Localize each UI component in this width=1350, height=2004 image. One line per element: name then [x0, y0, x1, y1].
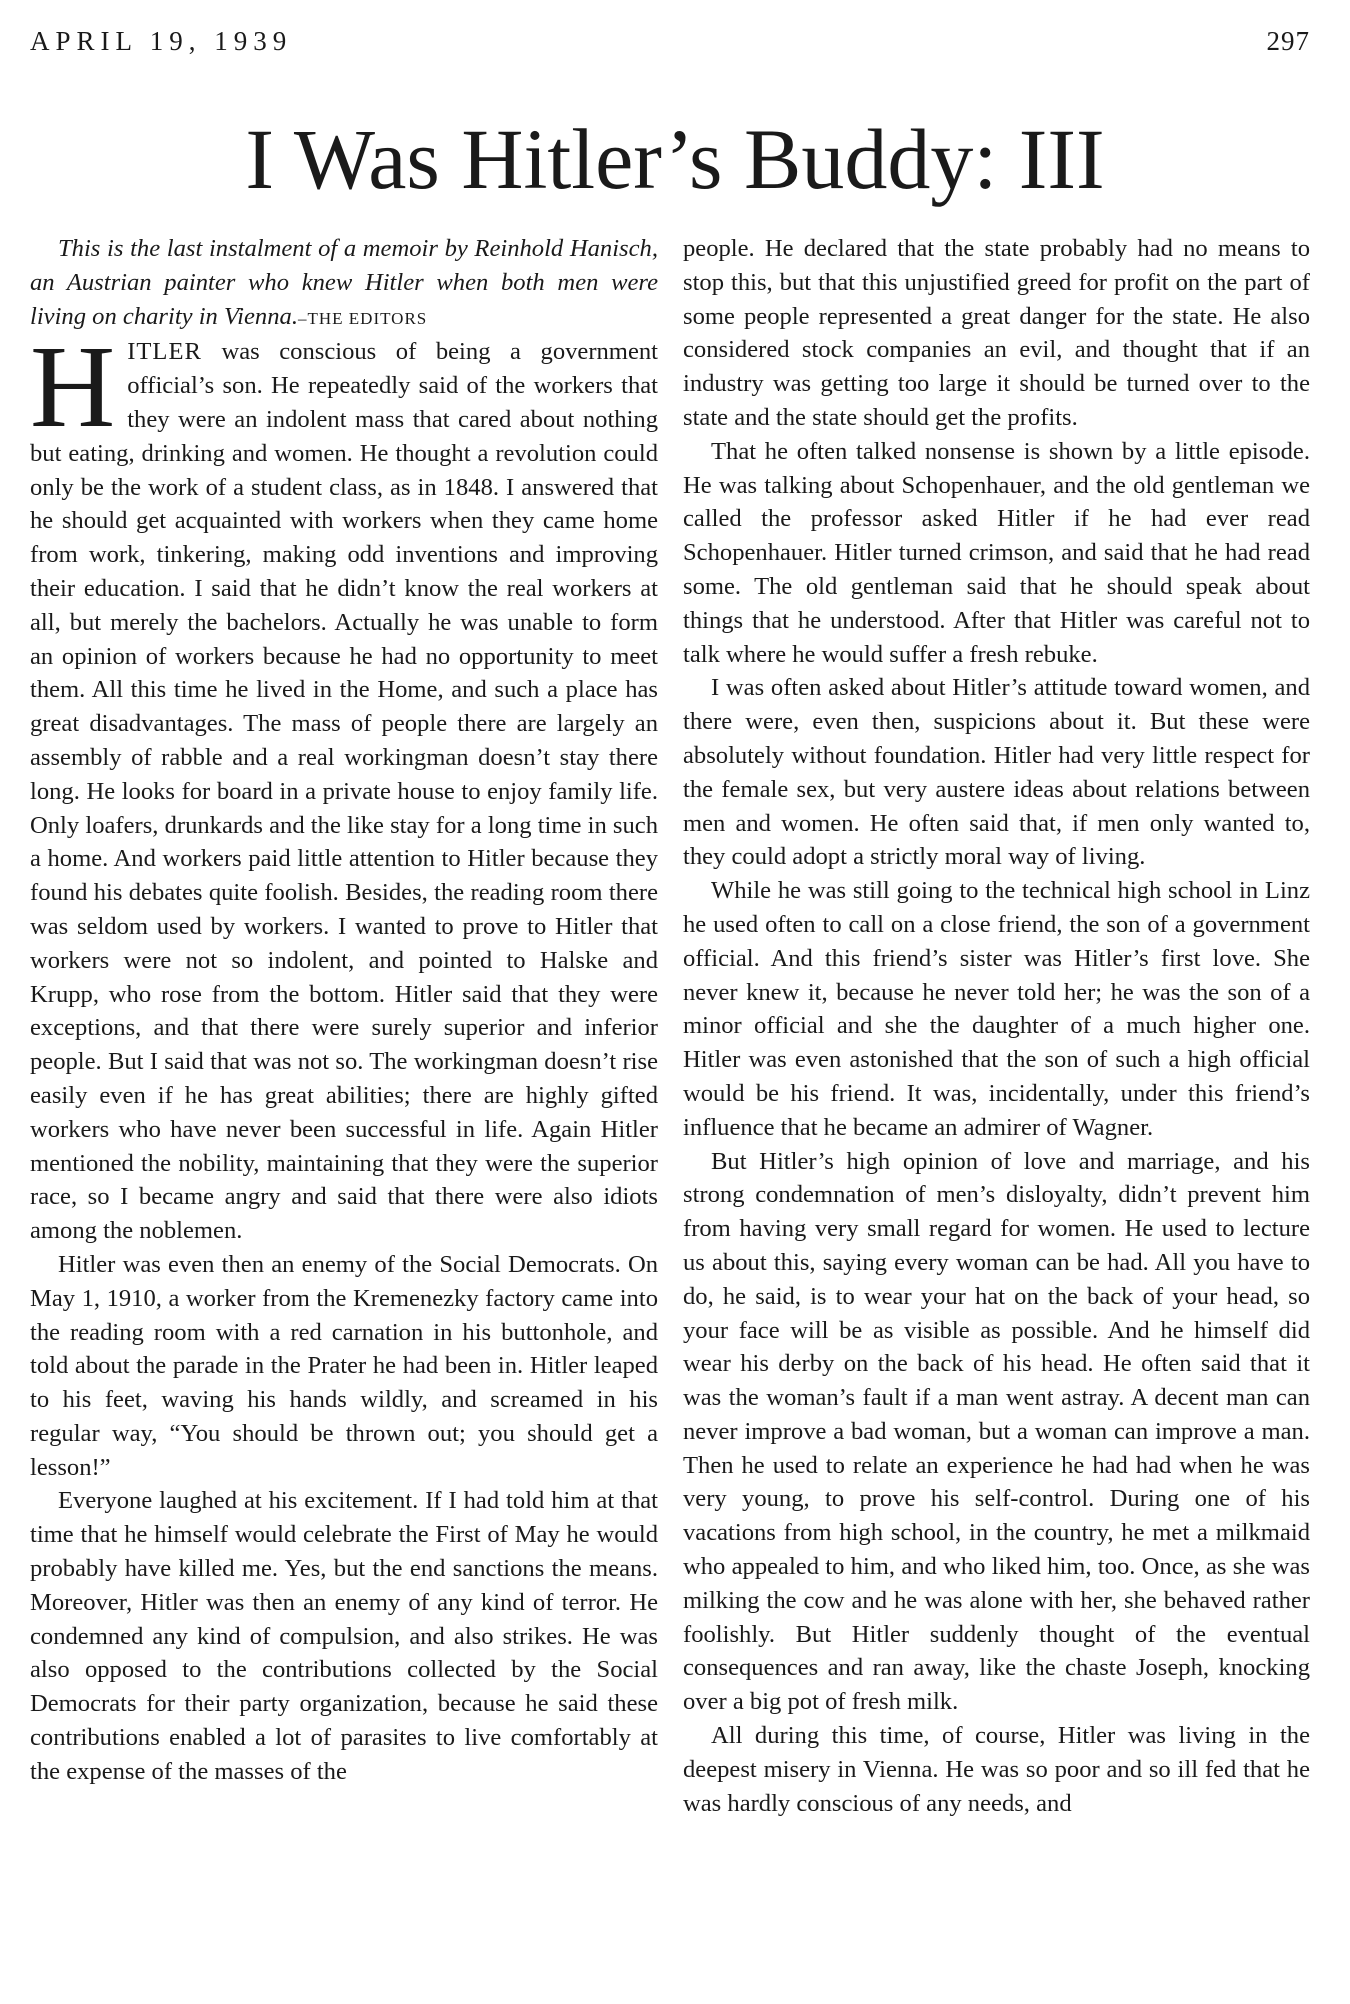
paragraph: But Hitler’s high opinion of love and marriage, and his strong condemnation of men’s disloyalty, didn’t prevent him from having very small regard for women. He used to lecture us about this, saying every woman can be had. All you have to do, he said, is to wear your hat on the back of your head, so your face will be as visible as possible. And he himself did wear his derby on the back of his head. He often said that it was the woman’s fault if a man went astray. A decent man can never improve a bad woman, but a woman can improve a man. Then he used to relate an experience he had had when he was very young, to prove his self-control. During one of his vacations from high school, in the country, he met a milkmaid who appealed to him, and who liked him, too. Once, as she was milking the cow and he was alone with her, she behaved rather foolishly. But Hitler suddenly thought of the eventual consequences and ran away, like the chaste Joseph, knocking over a big pot of fresh milk. — [683, 1147, 1310, 1716]
paragraph-text: was conscious of being a government official’s son. He repeatedly said of the workers that they were an indolent mass that cared about nothing but eating, drinking and women. He thought a revolution could only be the work of a student class, as in 1848. I answered that he should get acquainted with workers when they came home from work, tinkering, making odd inventions and improving their education. I said that he didn’t know the real workers at all, but merely the bachelors. Actually he was unable to form an opinion of workers because he had no opportunity to meet them. All this time he lived in the Home, and such a place has great disadvantages. The mass of people there are largely an assembly of rabble and a real workingman doesn’t stay there long. He looks for board in a private house to enjoy family life. Only loafers, drunkards and the like stay for a long time in such a home. And workers paid little attention to Hitler because they found his debates quite foolish. Besides, the reading room there was seldom used by workers. I wanted to prove to Hitler that workers were not so indolent, and pointed to Halske and Krupp, who rose from the bottom. Hitler said that they were exceptions, and that there were surely superior and inferior people. But I said that was not so. The workingman doesn’t rise easily even if he has great abilities; there are highly gifted workers who have never been successful in life. Again Hitler mentioned the nobility, maintaining that they were the superior race, so I became angry and said that there were also idiots among the noblemen. — [30, 338, 658, 1245]
left-column — [30, 232, 658, 1789]
issue-date: APRIL 19, 1939 — [30, 26, 293, 56]
paragraph: That he often talked nonsense is shown by a little episode. He was talking about Schopenhauer, and the old gentleman we called the professor asked Hitler if he had ever read Schopenhauer. Hitler turned crimson, and said that he had read some. The old gentleman said that he should speak about things that he understood. After that Hitler was careful not to talk where he would suffer a fresh rebuke. — [683, 437, 1310, 668]
paragraph: Everyone laughed at his excitement. If I had told him at that time that he himself would celebrate the First of May he would probably have killed me. Yes, but the end sanctions the means. Moreover, Hitler was then an enemy of any kind of terror. He condemned any kind of compulsion, and also strikes. He was also opposed to the contributions collected by the Social Democrats for their party organization, because he said these contributions enabled a lot of parasites to live comfortably at the expense of the masses of the — [30, 1487, 658, 1785]
intro-text: This is the last instalment of a memoir by Reinhold Hanisch, an Austrian painter who knew Hitler when both men were living on charity in Vienna. — [30, 235, 658, 330]
first-word: ITLER — [127, 338, 202, 366]
page-number: 297 — [1266, 26, 1310, 56]
editor-intro — [30, 232, 658, 335]
intro-credit: –THE EDITORS — [297, 308, 428, 328]
running-head — [30, 26, 1310, 66]
article-title: I Was Hitler’s Buddy: III — [245, 111, 1105, 207]
paragraph: Hitler was even then an enemy of the Social Democrats. On May 1, 1910, a worker from the Kremenezky factory came into the reading room with a red carnation in his buttonhole, and told about the parade in the Prater he had been in. Hitler leaped to his feet, waving his hands wildly, and screamed in his regular way, “You should be thrown out; you should get a lesson!” — [30, 1250, 658, 1481]
paragraph: I was often asked about Hitler’s attitude toward women, and there were, even then, suspicions about it. But these were absolutely without foundation. Hitler had very little respect for the female sex, but very austere ideas about relations between men and women. He often said that, if men only wanted to, they could adopt a strictly moral way of living. — [683, 674, 1310, 871]
paragraph: All during this time, of course, Hitler was living in the deepest misery in Vienna. He was so poor and so ill fed that he was hardly conscious of any needs, and — [683, 1722, 1310, 1817]
right-column — [683, 232, 1310, 1820]
paragraph — [30, 321, 658, 1248]
paragraph: people. He declared that the state probably had no means to stop this, but that this unjustified greed for profit on the part of some people represented a great danger for the state. He also considered stock companies an evil, and thought that if an industry was getting too large it should be turned over to the state and the state should get the profits. — [683, 235, 1310, 431]
drop-cap: H — [30, 321, 116, 453]
paragraph: While he was still going to the technical high school in Linz he used often to call on a close friend, the son of a government official. And this friend’s sister was Hitler’s first love. She never knew it, because he never told her; he was the son of a minor official and she the daughter of a much higher one. Hitler was even astonished that the son of such a high official would be his friend. It was, incidentally, under this friend’s influence that he became an admirer of Wagner. — [683, 877, 1310, 1141]
